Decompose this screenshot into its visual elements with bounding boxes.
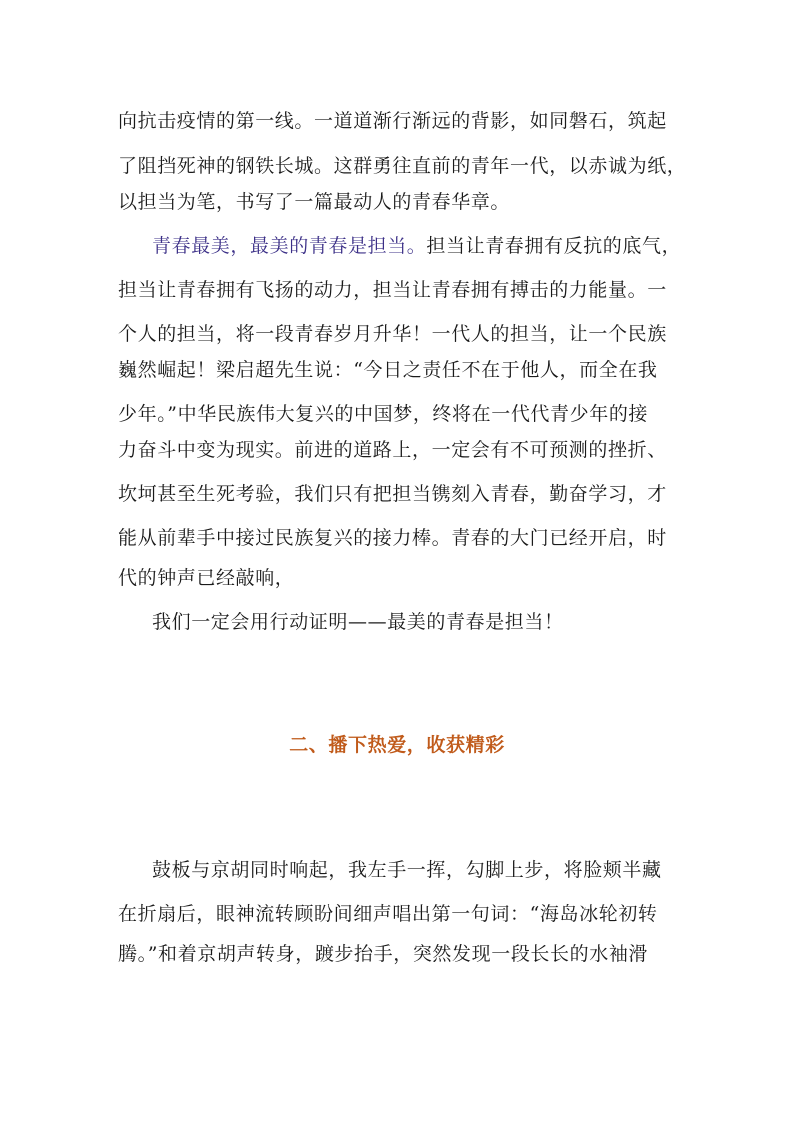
paragraph-first-line	[152, 234, 722, 258]
paragraph-line: 在折扇后，眼神流转顾盼间细声唱出第一句词：“海岛冰轮初转	[118, 903, 658, 925]
section-heading: 二、播下热爱，收获精彩	[289, 734, 505, 756]
paragraph-line: 代的钟声已经敲响，	[118, 567, 295, 589]
paragraph-line: 向抗击疫情的第一线。一道道渐行渐远的背影，如同磐石，筑起	[118, 110, 667, 132]
paragraph-line: 个人的担当，将一段青春岁月升华！一代人的担当，让一个民族	[118, 323, 667, 345]
highlighted-phrase: 青春最美，最美的青春是担当。	[152, 235, 427, 257]
closing-line: 我们一定会用行动证明——最美的青春是担当！	[152, 611, 564, 633]
paragraph-line: 少年。”中华民族伟大复兴的中国梦，终将在一代代青少年的接	[118, 403, 649, 425]
paragraph-line: 坎坷甚至生死考验，我们只有把担当镌刻入青春，勤奋学习，才	[118, 483, 667, 505]
paragraph-line: 了阻挡死神的钢铁长城。这群勇往直前的青年一代，以赤诚为纸，	[118, 155, 687, 177]
paragraph-line: 能从前辈手中接过民族复兴的接力棒。青春的大门已经开启，时	[118, 527, 667, 549]
paragraph-line: 腾。”和着京胡声转身，踱步抬手，突然发现一段长长的水袖滑	[118, 943, 649, 965]
paragraph-line: 力奋斗中变为现实。前进的道路上，一定会有不可预测的挫折、	[118, 439, 667, 461]
paragraph-line: 以担当为笔，书写了一篇最动人的青春华章。	[118, 191, 511, 213]
paragraph-line: 巍然崛起！梁启超先生说：“今日之责任不在于他人，而全在我	[118, 359, 658, 381]
paragraph-first-line: 鼓板与京胡同时响起，我左手一挥，勾脚上步，将脸颊半藏	[152, 859, 662, 881]
paragraph-text: 担当让青春拥有反抗的底气，	[426, 235, 682, 257]
paragraph-line: 担当让青春拥有飞扬的动力，担当让青春拥有搏击的力能量。一	[118, 279, 667, 301]
